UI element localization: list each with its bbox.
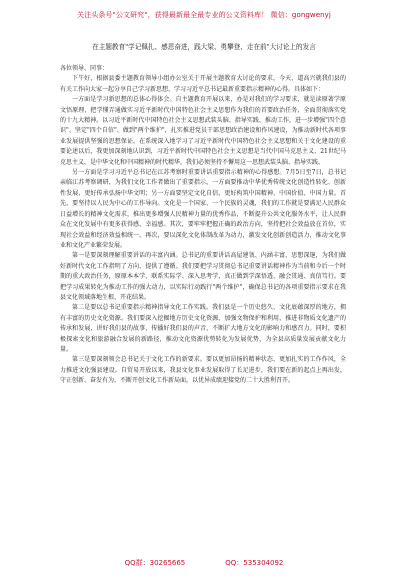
paragraph: 另一方面是学习习近平总书记在江苏考察时重要讲话重要指示精神的心得感想。7月5日至7日，总书记亲临江苏考察调研，为我们文化工作者做出了重要指示，一方面要推动中华优秀传统文化创造性转化、创新性发展，更好传承弘扬中华文明；另一方面要坚定文化自信，更好构筑中国精神、中国价值、中国力量。首先，要坚持以人民为中心的工作导向。文化是一个国家、一个民族的灵魂，我们的工作就是要满足人民群众日益增长的精神文化需求，推出更多增强人民精神力量的优秀作品，不断提升公共文化服务水平，让人民群众在文化发展中有更多获得感、幸福感。其次，要牢牢把握正确的政治方向，坚持把社会效益放在首位，实现社会效益和经济效益相统一。再次，要以深化文化体制改革为动力，激发文化创新创造活力，推动文化事业和文化产业繁荣发展。 [60,169,346,249]
paragraph: 第一是要深刻理解重要讲话的丰富内涵。总书记的重要讲话高屋建瓴、内涵丰富、思想深邃，为我们做好新时代文化工作指明了方向、提供了遵循。我们要把学习贯彻总书记重要讲话精神作为当前和今后一个时期的重大政治任务，原原本本学、联系实际学、深入思考学，真正做到学深悟透、融会贯通、真信笃行。要把学习成果转化为推动工作的强大动力，以实际行动践行"两个维护"，确保总书记的各项重要指示要求在我县文化领域落地生根、开花结果。 [60,252,346,301]
title-line: 在主题教育"学记佩扎、感恩奋进，践大梁、勇攀登、走在前"大讨论上的发言 [92,43,316,51]
promo-text: 关注头条号"公文研究"，获得最新最全最专业的公文资料库！ 微信：gongwenyj [77,11,331,19]
paragraph: 下午好，根据县委主题教育领导小组办公室关于开展主题教育大讨论的要求，今天，道高兴就我们县的有关工作向大家一起分享自己学习新思想、学习习近平总书记最新重要指示精神的心得。具体如下： [60,75,346,93]
paragraph: 第二是要以总书记重要指示精神指导文化工作实践。我们县是一个历史悠久、文化底蕴深厚的地方，拥有丰富的历史文化资源。我们要深入挖掘地方历史文化资源，加强文物保护和利用，推进非物质文化遗产的传承和发展，讲好我们县的故事，传播好我们县的声音，不断扩大地方文化的影响力和感召力。同时，要积极探索文化和旅游融合发展的新路径，推动文化资源优势转化为发展优势，为全县高质量发展贡献文化力量。 [60,304,346,353]
contact-footer [0,558,408,568]
document-title [0,42,408,52]
qq-text: QQ：535304092 [225,559,284,567]
salutation: 各位领导、同事： [60,65,109,72]
document-body [60,64,346,387]
paragraph: 第三是要深刻领会总书记关于文化工作的新要求。要以更加昂扬的精神状态、更加扎实的工作作风，全力推进文化强县建设。自贸易开放以来，我县文化事业发展取得了长足进步，我们要在新的起点上再出发，守正创新、奋发有为，不断开创文化工作新局面，以优异成绩迎接党的二十大胜利召开。 [60,356,346,385]
paragraph: 一方面是学习新思想的总体心得体会。自主题教育开展以来，办是对我们的学习要求，就是读原著学原文悟原理，把学懂弄通做实习近平新时代中国特色社会主义思想作为我们的首要政治任务，全面贯彻落实党的十九大精神。以习近平新时代中国特色社会主义思想武装头脑、指导实践、推动工作，进一步增强"四个意识"、坚定"四个自信"、做到"两个维护"，扎实推进党员干部思想政治建设和作风建设，为推动新时代各项事业发展提供坚强的思想保证。在系统深入地学习了习近平新时代中国特色社会主义思想和关于文化建设的重要论述以后，我更加深刻地认识到，习近平新时代中国特色社会主义思想是当代中国马克思主义、21世纪马克思主义，是中华文化和中国精神的时代精华，我们必须坚持不懈用这一思想武装头脑、指导实践。 [60,96,346,166]
qq-group-text: QQ群：30265665 [124,559,186,567]
promo-header [0,0,408,30]
